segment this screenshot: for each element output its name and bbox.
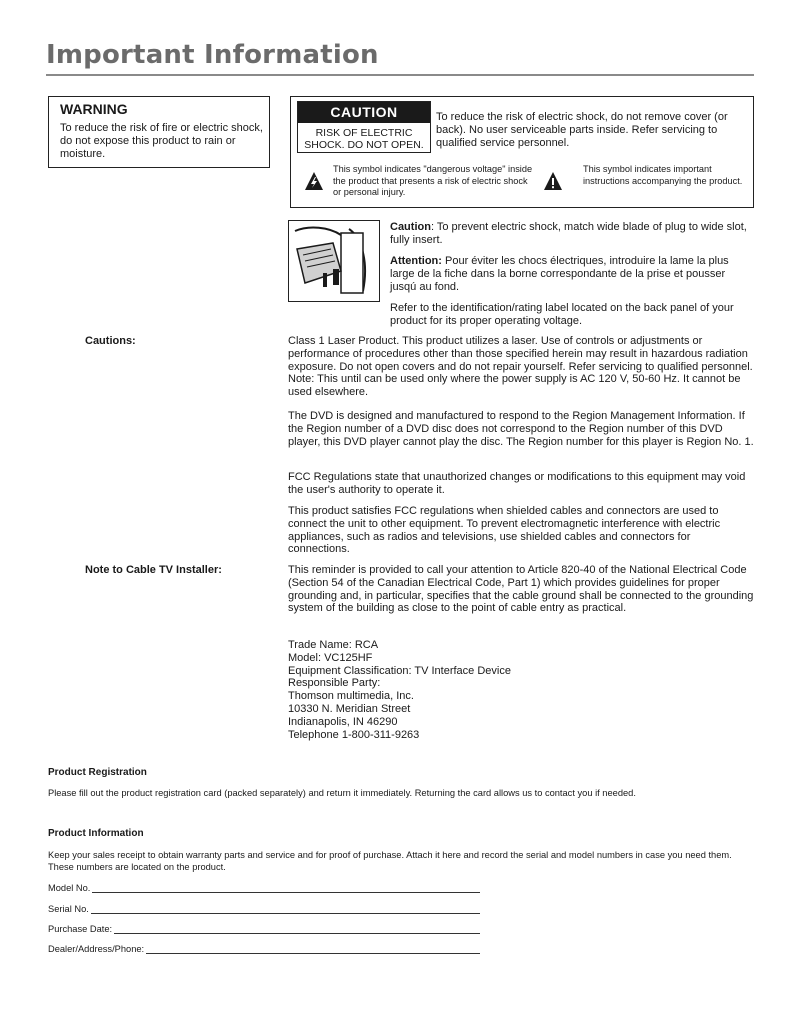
plug-refer-text: Refer to the identification/rating label located on the back panel of your product for its proper operating voltage. xyxy=(390,302,734,327)
plug-illustration xyxy=(288,220,380,302)
cable-installer-label: Note to Cable TV Installer: xyxy=(85,564,222,576)
plug-attention xyxy=(390,255,754,294)
serial-number-field[interactable] xyxy=(48,902,480,914)
caution-box xyxy=(290,96,754,208)
title-rule xyxy=(46,74,754,76)
plug-caution-label: Caution xyxy=(390,221,431,233)
page-title: Important Information xyxy=(46,40,379,70)
plug-drawing-icon xyxy=(289,221,379,301)
symbol2-text: This symbol indicates important instructions accompanying the product. xyxy=(583,164,743,186)
caution-main-text: To reduce the risk of electric shock, do not remove cover (or back). No user serviceable parts inside. Refer servicing to qualified service personnel. xyxy=(436,111,728,149)
trade-line: Thomson multimedia, Inc. xyxy=(288,690,414,703)
trade-line: Responsible Party: xyxy=(288,677,381,690)
dvd-region-text: The DVD is designed and manufactured to respond to the Region Management Information. If the Region number of a DVD disc does not correspond to the Region number of this DVD player, this DVD player cannot play the disc. The Region number for this player is Region No. 1. xyxy=(288,410,754,448)
plug-attention-label: Attention: xyxy=(390,255,442,267)
product-information-title: Product Information xyxy=(48,828,144,839)
warning-box xyxy=(48,96,270,168)
trade-line: Trade Name: RCA xyxy=(288,639,379,651)
laser-caution-text: Class 1 Laser Product. This product utilizes a laser. Use of controls or adjustments or performance of procedures other than those specified herein may result in hazardous radiation exposure. Do not open covers and do not repair yourself. Refer servicing to qualified personnel. Note: This until can be used only where the power supply is AC 120 V, 50-60 Hz. It cannot be used elsewhere. xyxy=(288,335,753,399)
fcc-regulations-text: FCC Regulations state that unauthorized changes or modifications to this equipment may void the user's authority to operate it. xyxy=(288,471,746,496)
field-line[interactable] xyxy=(146,944,480,954)
warning-title: WARNING xyxy=(60,101,128,117)
trade-line: 10330 N. Meridian Street xyxy=(288,702,411,715)
symbol1-text: This symbol indicates "dangerous voltage" inside the product that presents a risk of electric shock or personal injury. xyxy=(333,164,533,197)
product-registration-title: Product Registration xyxy=(48,767,147,778)
trade-info xyxy=(288,639,754,741)
product-information-text: Keep your sales receipt to obtain warranty parts and service and for proof of purchase. Attach it here and record the serial and model numbers in case you need them. These numbers are located on the product. xyxy=(48,850,732,872)
plug-caution xyxy=(390,221,754,247)
exclamation-triangle-icon xyxy=(543,171,563,191)
warning-text: To reduce the risk of fire or electric shock, do not expose this product to rain or moisture. xyxy=(60,122,263,160)
cautions-label: Cautions: xyxy=(85,335,136,347)
cable-installer-text: This reminder is provided to call your attention to Article 820-40 of the National Electrical Code (Section 54 of the Canadian Electrical Code, Part 1) which provides guidelines for proper grounding and, in particular, specifies that the cable ground shall be connected to the grounding system of the building as close to the point of cable entry as practical. xyxy=(288,564,754,615)
field-label: Purchase Date: xyxy=(48,924,113,934)
trade-line: Telephone 1-800-311-9263 xyxy=(288,728,420,741)
field-line[interactable] xyxy=(92,883,480,893)
caution-banner xyxy=(297,101,431,153)
dealer-address-phone-field[interactable] xyxy=(48,942,480,954)
field-line[interactable] xyxy=(91,904,480,914)
purchase-date-field[interactable] xyxy=(48,922,480,934)
lightning-triangle-icon xyxy=(304,171,324,191)
trade-line: Model: VC125HF xyxy=(288,651,373,664)
field-label: Dealer/Address/Phone: xyxy=(48,944,145,954)
model-number-field[interactable] xyxy=(48,881,480,893)
field-label: Model No. xyxy=(48,883,91,893)
caution-banner-title: CAUTION xyxy=(298,102,430,123)
field-line[interactable] xyxy=(114,924,480,934)
fcc-shielding-text: This product satisfies FCC regulations when shielded cables and connectors are used to connect the unit to other equipment. To prevent electromagnetic interference with electric appliances, such as radios and televisions, use shielded cables and connectors for connections. xyxy=(288,505,721,556)
plug-caution-text: : To prevent electric shock, match wide blade of plug to wide slot, fully insert. xyxy=(390,221,747,246)
field-label: Serial No. xyxy=(48,904,89,914)
trade-line: Equipment Classification: TV Interface Device xyxy=(288,664,511,677)
plug-attention-text: Pour éviter les chocs électriques, introduire la lame la plus large de la fiche dans la borne correspondante de la prise et pousser jusqú au fond. xyxy=(390,255,729,293)
product-registration-text: Please fill out the product registration card (packed separately) and return it immediately. Returning the card allows us to contact you if needed. xyxy=(48,788,636,798)
trade-line: Indianapolis, IN 46290 xyxy=(288,715,398,728)
caution-banner-subtitle: RISK OF ELECTRIC SHOCK. DO NOT OPEN. xyxy=(304,127,424,151)
